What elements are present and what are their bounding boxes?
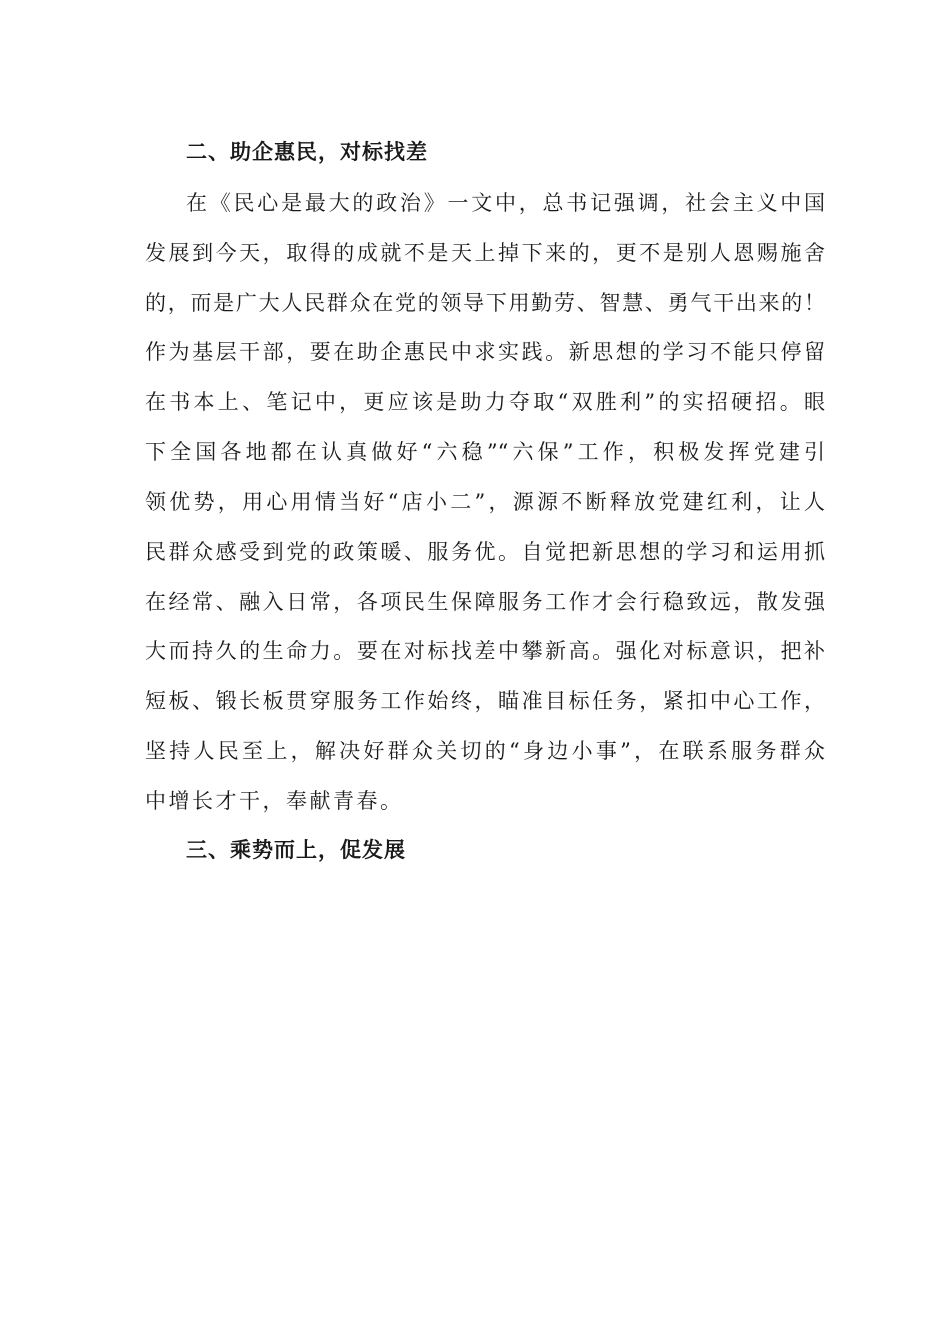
section-heading: 二、助企惠民，对标找差 [186,139,428,164]
paragraph-line: 中增长才干，奉献青春。 [145,789,404,813]
section-heading: 三、乘势而上，促发展 [186,837,406,862]
paragraph-line: 短板、锻长板贯穿服务工作始终，瞄准目标任务，紧扣中心工作， [145,689,825,713]
paragraph-line: 民群众感受到党的政策暖、服务优。自觉把新思想的学习和运用抓 [145,540,825,564]
paragraph-line: 在书本上、笔记中，更应该是助力夺取“双胜利”的实招硬招。眼 [145,390,825,414]
paragraph-line: 大而持久的生命力。要在对标找差中攀新高。强化对标意识，把补 [145,639,825,663]
paragraph-line: 领优势，用心用情当好“店小二”，源源不断释放党建红利，让人 [145,490,825,514]
paragraph-line: 的，而是广大人民群众在党的领导下用勤劳、智慧、勇气干出来的！ [145,291,825,315]
paragraph-line: 发展到今天，取得的成就不是天上掉下来的，更不是别人恩赐施舍 [145,241,825,265]
paragraph-line: 作为基层干部，要在助企惠民中求实践。新思想的学习不能只停留 [145,340,825,364]
paragraph-line: 在《民心是最大的政治》一文中，总书记强调，社会主义中国 [186,191,825,215]
paragraph-line: 下全国各地都在认真做好“六稳”“六保”工作，积极发挥党建引 [145,440,825,464]
paragraph-line: 坚持人民至上，解决好群众关切的“身边小事”，在联系服务群众 [145,739,825,763]
paragraph-line: 在经常、融入日常，各项民生保障服务工作才会行稳致远，散发强 [145,590,825,614]
